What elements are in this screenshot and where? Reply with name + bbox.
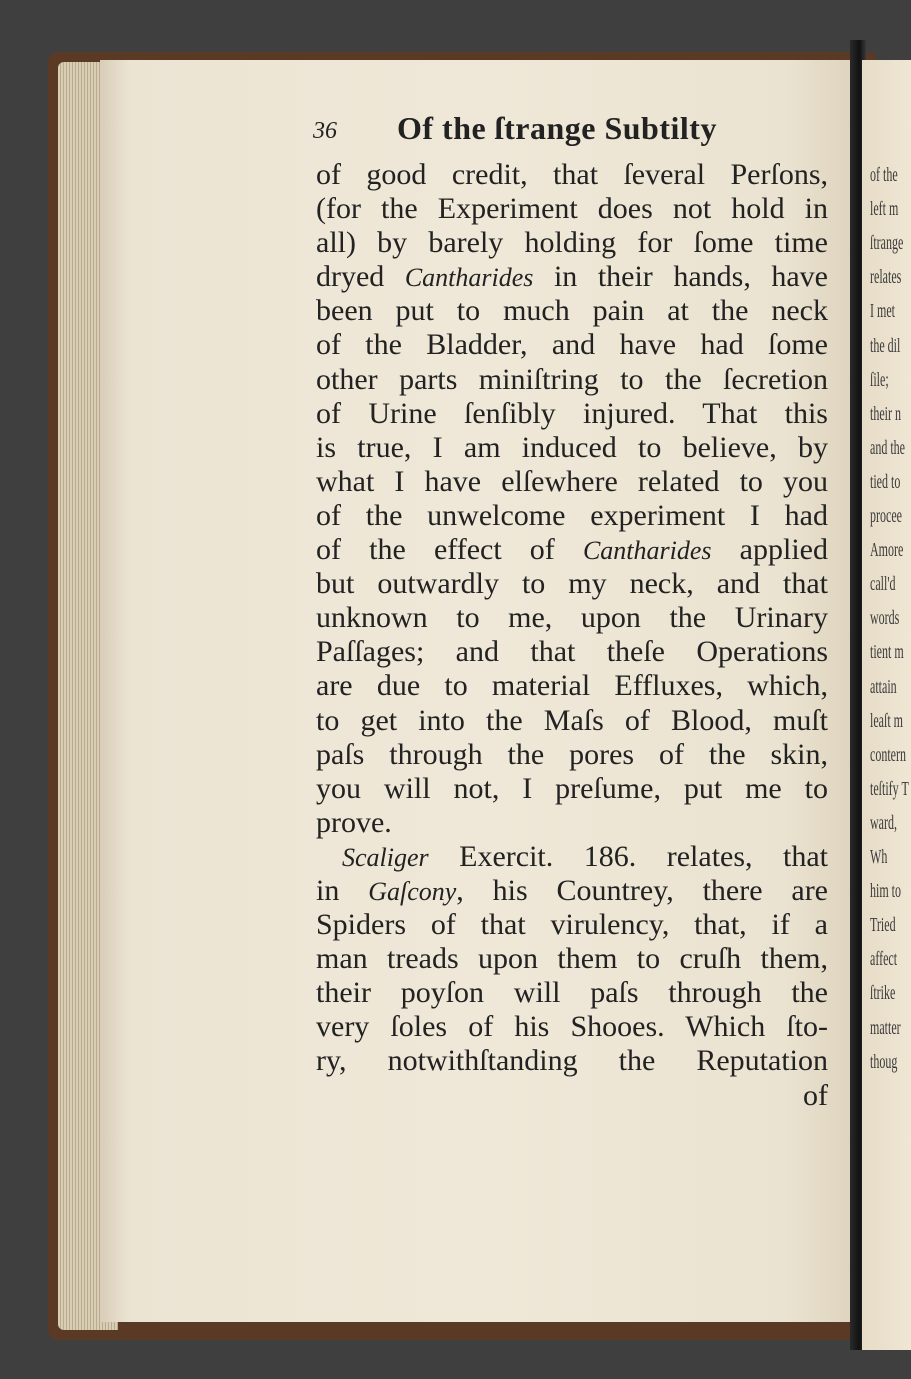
text-line: (for the Experiment does not hold in (316, 192, 828, 226)
facing-page-line: him to (870, 880, 902, 903)
text-line: is true, I am induced to believe, by (316, 430, 828, 464)
text-line: unknown to me, upon the Urinary (316, 601, 828, 635)
text-line: dryed Cantharides in their hands, have (316, 260, 828, 294)
facing-page-line: call'd (870, 573, 896, 596)
text-line: man treads upon them to cruſh them, (316, 942, 828, 976)
running-title: Of the ſtrange Subtilty (397, 110, 717, 146)
text-line: been put to much pain at the neck (316, 294, 828, 328)
facing-page-line: matter (870, 1016, 901, 1039)
text-line: Paſſages; and that theſe Operations (316, 635, 828, 669)
text-line: all) by barely holding for ſome time (316, 226, 828, 260)
text-line: in Gaſcony, his Countrey, there are (316, 873, 828, 907)
facing-page-line: thoug (870, 1050, 898, 1073)
text-line: Spiders of that virulency, that, if a (316, 908, 828, 942)
facing-page-line: teſtify T (870, 777, 909, 800)
facing-page-line: tied to (870, 470, 901, 493)
facing-page-line: ſtrange (870, 232, 904, 255)
italic-term: Scaliger (342, 842, 429, 872)
text-line: are due to material Effluxes, which, (316, 669, 828, 703)
text-line: of Urine ſenſibly injured. That this (316, 396, 828, 430)
body-text (316, 158, 828, 1113)
facing-page-line: Tried (870, 914, 896, 937)
page-header (313, 108, 833, 150)
facing-page-line: contern (870, 743, 906, 766)
text-line: paſs through the pores of the skin, (316, 737, 828, 771)
text-line: ry, notwithſtanding the Reputation (316, 1044, 828, 1078)
facing-page-line: relates (870, 266, 902, 289)
facing-page-line: procee (870, 505, 902, 527)
italic-term: Cantharides (582, 536, 712, 566)
facing-page-line: affect (870, 948, 898, 971)
facing-page-line: I met (870, 300, 895, 323)
text-line: you will not, I preſume, put me to (316, 771, 828, 805)
facing-page-line: the dil (870, 334, 901, 357)
text-line: of the Bladder, and have had ſome (316, 328, 828, 362)
facing-page-line: tient m (870, 641, 904, 664)
text-line: of the unwelcome experiment I had (316, 498, 828, 532)
facing-page-line: words (870, 607, 900, 630)
catchword: of (803, 1078, 828, 1112)
facing-page-line: ſtrike (870, 982, 896, 1005)
italic-term: Cantharides (404, 263, 534, 293)
text-line: to get into the Maſs of Blood, muſt (316, 703, 828, 737)
text-line: their poyſon will paſs through the (316, 976, 828, 1010)
facing-page-line: Wh (870, 846, 888, 868)
facing-page-line: leaſt m (870, 709, 903, 732)
text-line: very ſoles of his Shooes. Which ſto- (316, 1010, 828, 1044)
facing-page-line: Amore (870, 539, 904, 562)
text-line: what I have elſewhere related to you (316, 464, 828, 498)
facing-page-line: left m (870, 198, 899, 221)
facing-page-line: their n (870, 402, 901, 425)
facing-page-line: ſile; (870, 368, 889, 391)
text-line: but outwardly to my neck, and that (316, 567, 828, 601)
facing-page-line: attain (870, 675, 897, 698)
text-line: other parts miniſtring to the ſecretion (316, 362, 828, 396)
facing-page-line: and the (870, 436, 905, 459)
italic-term: Gaſcony (368, 876, 457, 906)
page-number: 36 (313, 118, 337, 144)
text-line: of good credit, that ſeveral Perſons, (316, 158, 828, 191)
facing-page-line: of the (870, 164, 898, 186)
text-line: prove. (316, 805, 392, 839)
facing-page-fragment (862, 60, 911, 1350)
text-line: of the effect of Cantharides applied (316, 533, 828, 567)
text-line: Scaliger Exercit. 186. relates, that (342, 839, 828, 873)
facing-page-line: ward, (870, 811, 897, 834)
